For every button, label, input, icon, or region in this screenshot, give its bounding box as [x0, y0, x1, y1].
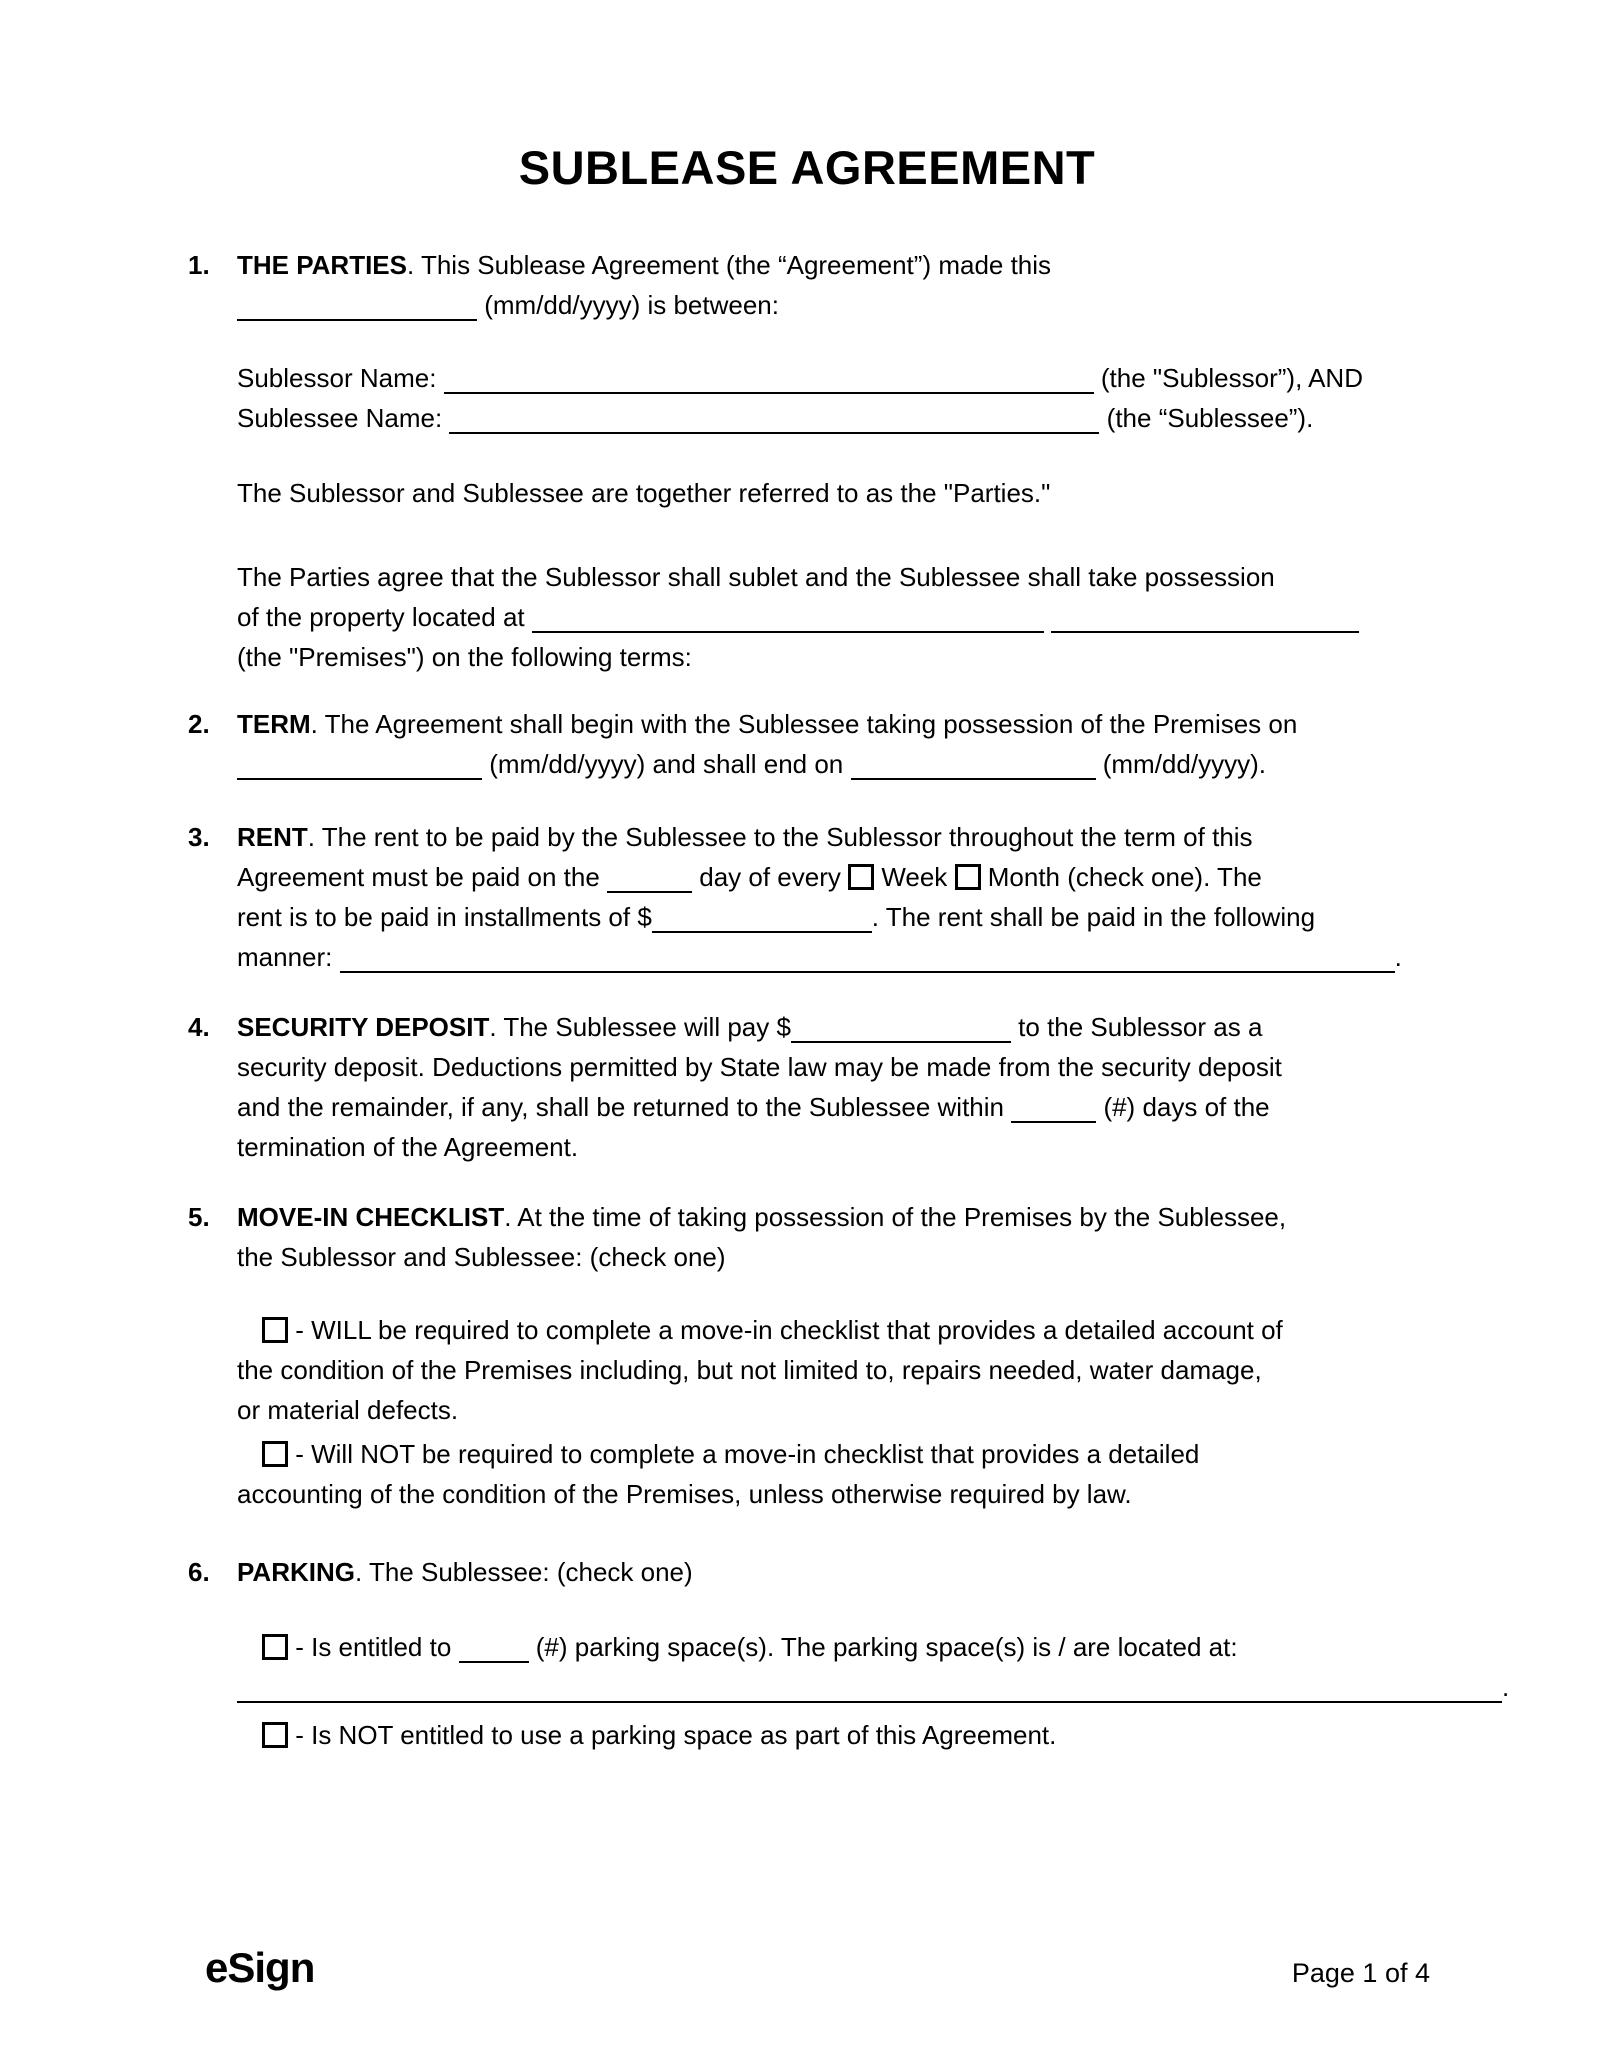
text-run: . The rent shall be paid in the following	[871, 902, 1316, 932]
text-line	[237, 704, 1426, 744]
blank-field[interactable]	[444, 382, 1094, 394]
section-body	[237, 704, 1426, 784]
text-line	[237, 1667, 1510, 1707]
text-line	[237, 744, 1426, 784]
blank-field[interactable]	[532, 621, 1044, 633]
section-number: 5.	[188, 1202, 210, 1232]
text-run: the Sublessor and Sublessee: (check one)	[237, 1242, 726, 1272]
paragraph	[237, 1197, 1426, 1277]
text-run: security deposit. Deductions permitted by State law may be made from the security deposit	[237, 1052, 1282, 1082]
checkbox[interactable]	[262, 1722, 288, 1748]
blank-field[interactable]	[459, 1651, 529, 1663]
checkbox[interactable]	[262, 1441, 288, 1467]
text-run: to the Sublessor as a	[1010, 1012, 1263, 1042]
text-line	[237, 285, 1426, 325]
text-line	[237, 1552, 1426, 1592]
text-line	[237, 1434, 1426, 1474]
text-run: - Is NOT entitled to use a parking space as part of this Agreement.	[288, 1720, 1057, 1750]
text-run: .	[1502, 1672, 1510, 1702]
text-run: Week	[874, 862, 955, 892]
esign-logo: eSign	[205, 1944, 315, 1991]
paragraph	[237, 1310, 1426, 1430]
section-body	[237, 1007, 1426, 1167]
text-run: The Parties agree that the Sublessor shall sublet and the Sublessee shall take possession	[237, 562, 1275, 592]
paragraph	[237, 358, 1426, 438]
document-title: SUBLEASE AGREEMENT	[518, 141, 1096, 194]
section-heading: PARKING	[237, 1557, 355, 1587]
text-line	[237, 245, 1426, 285]
page-footer	[205, 1944, 1430, 1992]
text-run: accounting of the condition of the Premises, unless otherwise required by law.	[237, 1479, 1132, 1509]
text-run	[1044, 602, 1051, 632]
paragraph	[237, 1007, 1426, 1167]
blank-field[interactable]	[607, 881, 692, 893]
text-run: Sublessee Name:	[237, 403, 450, 433]
section-number: 6.	[188, 1557, 210, 1587]
paragraph	[237, 704, 1426, 784]
document-body	[188, 245, 1510, 1755]
section-number: 1.	[188, 250, 210, 280]
blank-field[interactable]	[1051, 621, 1359, 633]
paragraph	[237, 473, 1426, 513]
text-line	[237, 597, 1426, 637]
text-run: . The Agreement shall begin with the Sublessee taking possession of the Premises on	[310, 709, 1298, 739]
page-number: Page 1 of 4	[1291, 1958, 1430, 1988]
text-run: Sublessor Name:	[237, 363, 444, 393]
paragraph	[237, 1434, 1426, 1514]
text-run: (mm/dd/yyyy) is between:	[477, 290, 779, 320]
text-run: termination of the Agreement.	[237, 1132, 579, 1162]
text-line	[237, 1310, 1426, 1350]
text-line	[237, 1007, 1426, 1047]
text-run: . The Sublessee will pay $	[489, 1012, 791, 1042]
blank-field[interactable]	[237, 309, 477, 321]
section-heading: THE PARTIES	[237, 250, 407, 280]
text-run: - Will NOT be required to complete a move-in checklist that provides a detailed	[288, 1439, 1200, 1469]
text-run: and the remainder, if any, shall be returned to the Sublessee within	[237, 1092, 1012, 1122]
text-line	[237, 817, 1426, 857]
text-run: rent is to be paid in installments of $	[237, 902, 652, 932]
text-line	[237, 1127, 1426, 1167]
text-line	[237, 557, 1426, 597]
paragraph	[237, 1552, 1426, 1592]
section-2	[188, 704, 1426, 784]
text-run: the condition of the Premises including, but not limited to, repairs needed, water damage,	[237, 1355, 1262, 1385]
text-run: .	[1394, 942, 1402, 972]
text-line	[237, 1237, 1426, 1277]
section-body	[237, 1197, 1426, 1514]
section-body	[237, 1552, 1510, 1755]
checkbox[interactable]	[848, 864, 874, 890]
text-run: (mm/dd/yyyy) and shall end on	[482, 749, 851, 779]
section-body	[237, 817, 1426, 977]
text-run: . This Sublease Agreement (the “Agreement”) made this	[406, 250, 1052, 280]
text-run: (the "Sublessor”), AND	[1093, 363, 1363, 393]
text-run: . The Sublessee: (check one)	[354, 1557, 693, 1587]
section-number: 3.	[188, 822, 210, 852]
section-4	[188, 1007, 1426, 1167]
section-6	[188, 1552, 1510, 1755]
paragraph	[237, 1627, 1510, 1707]
section-number: 2.	[188, 709, 210, 739]
text-line	[237, 857, 1426, 897]
section-heading: TERM	[237, 709, 311, 739]
text-run: . The rent to be paid by the Sublessee to the Sublessor throughout the term of this	[307, 822, 1253, 852]
checkbox[interactable]	[955, 864, 981, 890]
paragraph	[237, 245, 1426, 325]
blank-field[interactable]	[791, 1031, 1011, 1043]
text-line	[237, 1047, 1426, 1087]
text-line	[237, 358, 1426, 398]
text-run: The Sublessor and Sublessee are together referred to as the "Parties."	[237, 478, 1051, 508]
text-line	[237, 1627, 1426, 1667]
text-line	[237, 473, 1426, 513]
section-3	[188, 817, 1426, 977]
text-line	[237, 637, 1426, 677]
section-5	[188, 1197, 1426, 1514]
paragraph	[237, 817, 1426, 977]
text-line	[237, 398, 1426, 438]
section-heading: SECURITY DEPOSIT	[237, 1012, 490, 1042]
text-run: - Is entitled to	[288, 1632, 459, 1662]
section-heading: MOVE-IN CHECKLIST	[237, 1202, 505, 1232]
text-run: of the property located at	[237, 602, 532, 632]
section-number: 4.	[188, 1012, 210, 1042]
text-run: . At the time of taking possession of the Premises by the Sublessee,	[504, 1202, 1287, 1232]
text-run: (mm/dd/yyyy).	[1095, 749, 1266, 779]
text-run: (#) parking space(s). The parking space(s) is / are located at:	[528, 1632, 1238, 1662]
section-1	[188, 245, 1426, 677]
text-run: Agreement must be paid on the	[237, 862, 608, 892]
blank-field[interactable]	[237, 768, 482, 780]
text-run: (the “Sublessee”).	[1099, 403, 1314, 433]
blank-field[interactable]	[449, 422, 1099, 434]
blank-field[interactable]	[237, 1691, 1502, 1703]
text-line	[237, 937, 1426, 977]
blank-field[interactable]	[652, 921, 872, 933]
text-line	[237, 1350, 1426, 1390]
text-line	[237, 897, 1426, 937]
text-line	[237, 1715, 1426, 1755]
text-run: - WILL be required to complete a move-in checklist that provides a detailed account of	[288, 1315, 1283, 1345]
blank-field[interactable]	[851, 768, 1096, 780]
text-run: Month (check one). The	[980, 862, 1262, 892]
text-line	[237, 1474, 1426, 1514]
text-run: or material defects.	[237, 1395, 459, 1425]
section-body	[237, 245, 1426, 677]
section-heading: RENT	[237, 822, 308, 852]
text-run: (#) days of the	[1096, 1092, 1270, 1122]
checkbox[interactable]	[262, 1317, 288, 1343]
checkbox[interactable]	[262, 1634, 288, 1660]
text-line	[237, 1087, 1426, 1127]
text-run: day of every	[692, 862, 849, 892]
text-run: manner:	[237, 942, 340, 972]
paragraph	[237, 1715, 1426, 1755]
blank-field[interactable]	[1011, 1111, 1096, 1123]
text-run: (the "Premises") on the following terms:	[237, 642, 692, 672]
text-line	[237, 1197, 1426, 1237]
text-line	[237, 1390, 1426, 1430]
blank-field[interactable]	[340, 961, 1395, 973]
paragraph	[237, 557, 1426, 677]
